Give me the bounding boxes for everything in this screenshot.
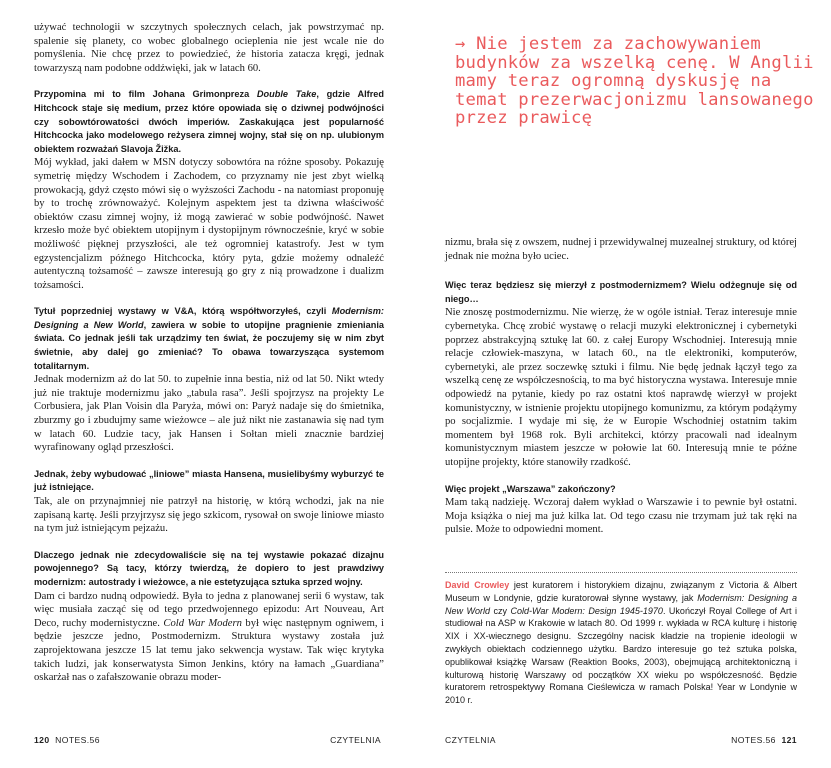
exhibition-title: Modernism: Designing a New World (445, 592, 797, 616)
section-name: CZYTELNIA (445, 735, 496, 745)
author-bio (445, 572, 797, 707)
right-column (445, 236, 797, 537)
answer: Mój wykład, jaki dałem w MSN dotyczy sobowtóra na różne sposoby. Pokazuję symetrię między Wschodem i Zachodem, co przyznamy nie jest zbyt wielką prowokacją, gdyż często mówi się o wyższości Zachodu - na natomiast proponuję by to trochę zrównoważyć. Kolejnym aspektem jest ta dziwna właściwość obiektów czasu zimnej wojny, iż mogą zawierać w sobie podwójność. Nawet krzesło może być obiektem utopijnym i dystopijnym równocześnie, kryć w sobie możliwość pięknej przyszłości, ale też ogromniej katastrofy. Jest w tym egzystencjalizm późnego Hitchcocka, który pyta, gdzie możemy odnaleźć autentyczną tożsamość – zawsze interesują go gry z nią prowadzone i dualizm tożsamości. (34, 157, 384, 291)
paragraph: nizmu, brała się z owszem, nudnej i przewidywalnej muzealnej struktury, od której jednak nie można było uciec. (445, 237, 797, 262)
magazine-name: NOTES.56 (55, 735, 100, 745)
left-page (0, 0, 415, 768)
question (34, 305, 384, 373)
question-text: , zawiera w sobie to utopijne pragnienie zmieniania świata. Co jednak jeśli tak urządzimy ten świat, że poczujemy się w nim zbyt świetnie, aby dalej go zmieniać? To obawa towarzysząca systemom totalitarnym. (34, 319, 384, 371)
bio-text: czy (490, 605, 511, 616)
question-text: Przypomina mi to film Johana Grimonpreza (34, 89, 257, 100)
question: Dlaczego jednak nie zdecydowaliście się na tej wystawie pokazać dizajnu powojennego? Są tacy, którzy twierdzą, że dopiero to jest prawdziwy modernizm: autostrady i wieżowce, a nie estetyzująca sztuka sprzed wojny. (34, 549, 384, 587)
film-title: Double Take (256, 89, 317, 100)
question-text: , gdzie Alfred Hitchcock staje się medium, przez które opowiada się o dziwnej podwójności czy sobowtórowatości dwóch imperiów. Zaskakująca jest popularność Hitchcocka jako modelowego reżysera zimnej wojny, stał się on np. ulubionym obiektem rozważań Slavoja Žižka. (34, 89, 384, 154)
question-text: Tytuł poprzedniej wystawy w V&A, którą współtworzyłeś, czyli (34, 306, 332, 317)
bio-text: jest kuratorem i historykiem dizajnu, związanym z Victoria & Albert Museum w Londynie, gdzie kuratorował słynne wystawy, jak (445, 580, 797, 603)
page-number: 120 (34, 735, 50, 745)
right-page (415, 0, 831, 768)
question: Więc teraz będziesz się mierzył z postmodernizmem? Wielu odżegnuje się od niego… (445, 280, 797, 304)
answer: Tak, ale on przynajmniej nie patrzył na historię, w którą wchodzi, jak na nie zapisaną kartę. Jeśli przyjrzysz się jego szkicom, rysował on swoje liniowe miasto na tym już istniejącym pejzażu. (34, 496, 384, 535)
answer: Jednak modernizm aż do lat 50. to zupełnie inna bestia, niż od lat 50. Nikt wtedy już nie traktuje modernizmu jako „tabula rasa”. Jeśli spojrzysz na projekty Le Corbusiera, jak Plan Voisin dla Paryża, mówi on: Paryż nadaje się do śmietnika, zburzmy go i zbudujmy same wieżowce – ale już nikt nie zastanawia się nad tym w latach 60. Ludzie tacy, jak Hansen i Sołtan mieli znacznie bardziej wyrafinowany ogląd przeszłości. (34, 374, 384, 454)
answer: Mam taką nadzieję. Wczoraj dałem wykład o Warszawie i to pewnie był ostatni. Moja książka o niej ma już kilka lat. Od tego czasu nie trzymam już tak ręki na pulsie. Może to odpowiedni moment. (445, 497, 797, 536)
answer (34, 590, 384, 685)
section-name: CZYTELNIA (330, 735, 381, 745)
paragraph: używać technologii w szczytnych społecznych celach, jak powstrzymać np. spalenie się planety, co wobec globalnego ocieplenia nie jest wcale nie do pomyślenia. Nie chcę przez to powiedzieć, że historia zatacza kręgi, jednak towarzyszą nam podobne oddźwięki, jak w latach 60. (34, 22, 384, 74)
footer-left (34, 735, 100, 745)
footer-right (731, 735, 797, 745)
question: Jednak, żeby wybudować „liniowe” miasta Hansena, musielibyśmy wyburzyć te już istniejące. (34, 468, 384, 493)
pull-quote: → Nie jestem za zachowywaniem budynków za wszelką cenę. W Anglii mamy teraz ogromną dyskusję na temat prezerwacjonizmu lansowanego przez prawicę (455, 34, 814, 129)
answer-text: Dam ci bardzo nudną odpowiedź. Była to jedna z planowanej serii 6 wystaw, tak więc musiała zacząć się od tego przedwojennego epizodu: Art Nouveau, Art Deco, ruchy modernistyczne. (34, 590, 384, 629)
exhibition-title: Modernism: Designing a New World (34, 306, 384, 330)
author-name: David Crowley (445, 580, 510, 590)
exhibition-title: Cold War Modern (163, 617, 242, 629)
left-column (34, 21, 384, 685)
question: Więc projekt „Warszawa” zakończony? (445, 483, 616, 494)
answer-text: był więc następnym ogniwem, i będzie jeszcze jedno, Postmodernizm. Struktura wystawy została już zaprojektowana jeszcze 15 lat temu jako sekwencja wystaw. Tak więc krytyka takich ludzi, jak konserwatysta Simon Jenkins, który na łamach „Guardiana” oskarżał nas o zafałszowanie obrazu moder- (34, 617, 384, 684)
bio-text: . Ukończył Royal College of Art i studiował na ASP w Krakowie w latach 80. Od 1999 r. wykłada w RCA kulturę i historię XIX i XX-wiecznego designu. Szczególny nacisk kładzie na tropienie ideologii w zwykłych obiektach codziennego użytku. Bardzo interesuje go też sztuka polska, opublikował książkę Warsaw (Reaktion Books, 2003), obejmującą architektoniczną i kulturową historię Warszawy od początków XX wieku po współczesność. Będzie kuratorem retrospektywy Romana Cieślewicza w ramach Polska! Year w Londynie w 2010 r. (445, 605, 797, 706)
magazine-name: NOTES.56 (731, 735, 776, 745)
question (34, 88, 384, 156)
exhibition-title: Cold-War Modern: Design 1945-1970 (510, 605, 663, 616)
page-number: 121 (781, 735, 797, 745)
answer: Nie znoszę postmodernizmu. Nie wierzę, że w ogóle istniał. Teraz interesuje mnie cybernetyka. Chcę zrobić wystawę o relacji muzyki elektronicznej i cybernetyki poprzez abstrakcyjną sztukę lat 60. z całej Europy Wschodniej. Interesują mnie relacje człowiek-maszyna, w latach 60., na tle elektroniki, komputerów, cybernetyki, ale przez soczewkę sztuki i filmu. Nie będę jednak łączył tego za wszelką cenę ze współczesnością, to ma być historyczna wystawa. Interesuje mnie odpowiedź na pytanie, kiedy po raz ostatni ktoś naprawdę wierzył w projekt komunistyczny, w istnienie projektu utopijnego komunizmu, za którym podążymy po socjalizmie. I wydaje mi się, że w Europie Wschodniej ostatnim takim momentem był 1968 rok. Byli architekci, którzy pracowali nad idealnym komunistycznym miastem jeszcze w połowie lat 60. Interesują mnie te późne utopijne projekty, które stanowiły rzadkość. (445, 307, 797, 468)
